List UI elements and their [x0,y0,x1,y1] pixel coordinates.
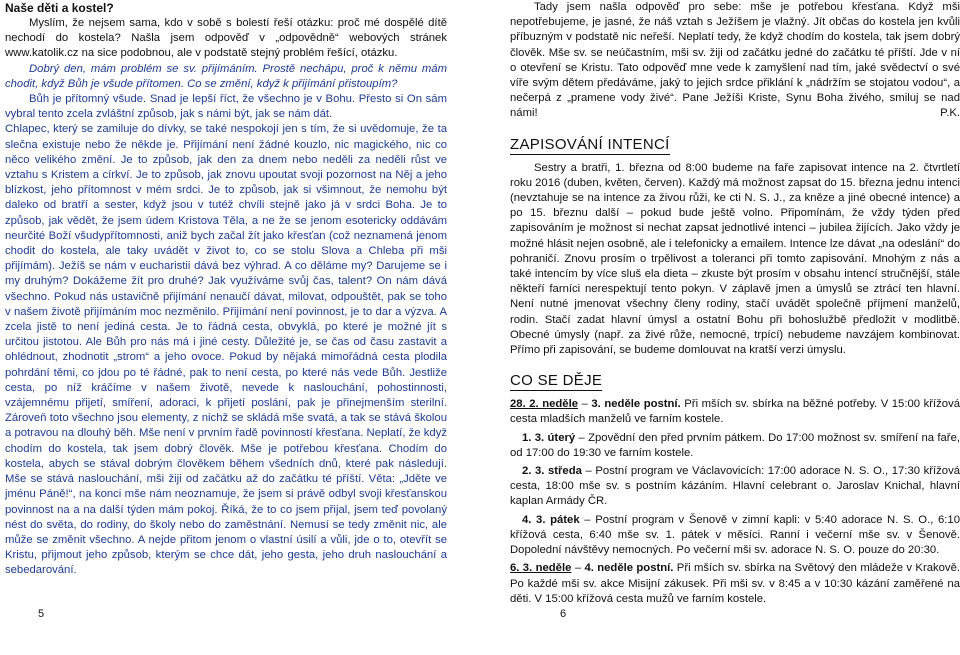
section-heading-intentions-wrap [510,136,960,155]
intentions-text: Sestry a bratři, 1. března od 8:00 budeme na faře zapisovat intence na 2. čtvrtletí roku 2016 (duben, květen, červen). Každý má možnost zapsat do 15. března jednu intenci (nevztahuje se na intence za živou růži, ke cti N. S. J., za kněze a jiné obecné intence) a po 15. březnu další – pokud bude ještě volno. Připomínám, že vždy týden před zapisováním je možnost si nechat zapsat jednotlivé intenci – jubilea žijících. Jako vždy je možné hlásit nejen osobně, ale i telefonicky a emailem. Intence lze dávat „na odeslání“ do pohraničí. Znovu prosím o trpělivost a toleranci při tomto zapisování. Mnohým z nás a také intencím by více sluš ela dieta – zkuste být prosím v obsahu intencí stručnější, stále někteří farníci nerespektují tento pokyn. V záplavě jmen a úmyslů se ztrácí ten hlavní. Není nutné jmenovat všechny členy rodiny, stačí uvádět společně příjmení manželů, rodin. Stačí zadat hlavní úmysl a ostatní Bohu při bohoslužbě předložit v modlitbě. Obecné úmysly (např. za živé růže, nemocné, trpící) nebudeme navzájem kombinovat. Přímo při zapisování, se budeme domlouvat na kratší verzi úmyslu. [510,161,960,357]
event-item: 2. 3. středa – Postní program ve Václavovicích: 17:00 adorace N. S. O., 17:30 křížová cesta, 18:00 mše sv. s postním kázáním. Hlavní celebrant o. Jaroslav Knichal, hlavní kaplan Armády ČR. [510,465,960,508]
section-heading-events-wrap [510,372,960,391]
event-item: 6. 3. neděle – 4. neděle postní. Při mších sv. sbírka na Světový den mládeže v Krakově. Po každé mši sv. akce Misijní zákusek. Při mši sv. v 8:45 a v 10:30 kázání zaměřené na děti. V 15:00 křížová cesta mužů ve farním kostele. [510,562,960,605]
event-item: 28. 2. neděle – 3. neděle postní. Při mších sv. sbírka na běžné potřeby. V 15:00 křížová cesta mladších manželů ve farním kostele. [510,398,960,426]
left-column [5,0,447,579]
section-heading-intentions: ZAPISOVÁNÍ INTENCÍ [510,135,670,153]
author-initials: P.K. [940,107,960,120]
right-column [510,0,960,610]
section-heading-events: CO SE DĚJE [510,372,603,390]
event-item: 4. 3. pátek – Postní program v Šenově v zimní kapli: v 5:40 adorace N. S. O., 6:10 křížová cesta, 6:40 mše sv. 1. pátek v měsíci. Ranní i večerní mše sv. v Šenově. Dopolední návštěvy nemocných. Po večerní mši sv. adorace N. S. O. pouze do 20:30. [510,513,960,557]
article-closing: Tady jsem našla odpověď pro sebe: mše je potřebou křesťana. Když mši nepotřebujeme, je jasné, že náš vztah s Ježíšem je vlažný. Jít občas do kostela jen kvůli příbuzným v podstatě nic neřeší. Neplatí tedy, že když chodím do kostela, tak jsem dobrý člověk. Mše sv. se neúčastním, mši sv. žiji od začátku jedné do začátku té příští. Jde v ní o otevření se Kristu. Tato odpověď mne vede k zamyšlení nad tím, jaké svědectví o své víře svým dětem předáváme, jaký to jejich srdce přiklání k „nádržím se stojatou vodou“, a nečerpá z „pramene vody živé“. Pane Ježíši Kriste, Synu Boha živého, smiluj se nad námi! P.K. [510,0,960,122]
page-number-left: 5 [38,608,45,620]
page-number-right: 6 [560,608,567,620]
answer-paragraph-2: Chlapec, který se zamiluje do dívky, se také nespokojí jen s tím, že si uvědomuje, že ta slečna existuje nebo že někde je. Přijímání není žádné kouzlo, nic magického, nic co něco velikého změní. Je to způsob, jak den za dnem nebo neděli za neděli růst ve vztahu s Kristem a církví. Je to způsob, jak znovu upoutat svoji pozornost na Něj a jeho blízkost, jeho přítomnost v mém srdci. Je to způsob, jak si všimnout, že nemohu být daleko od bratří a sester, když jsou v tutéž chvíli stejně jako já v srdci Boha. Je to způsob, jak vědět, že jsem údem Kristova Těla, a ne že se jenom esotericky oddávám neurčité Boží všudypřítomnosti, aniž bych začal žít jako křesťan (což neznamená jenom chodit do kostela, ale taky uvádět v život to, co se stolu Slova a Chleba při mši přijímám). Ježíš se nám v eucharistii dává bez výhrad. A co děláme my? Darujeme se i my druhým? Dokážeme žít pro druhé? Jak využíváme svůj čas, talent? On nám dává všechno. Pokud nás ustavičně přijímání nenaučí dávat, milovat, odpouštět, pak se toho v našem životě přijímáním moc nezměnilo. Přijímání není povinnost, je to dar a výzva. A zcela jistě to není jediná cesta. Je to řádná cesta, obvyklá, po které je možné jít s určitou jistotou. Ale Bůh pro nás má i jiné cesty. Důležité je, se čas od času zastavit a ohlédnout, zhodnotit „strom“ a jeho ovoce. Pokud by nějaká mimořádná cesta plodila pohrdání těmi, co jdou po té řádné, pak to není cesta, po které nás vede Bůh. Jestliže cesta, po níž kráčíme v našem životě, nevede k naslouchání, pohostinnosti, vzájemnému přijetí, smíření, adoraci, k přijetí poslání, pak je přinejmenším sterilní. Zároveň toto všechno jsou elementy, z nichž se skládá mše svatá, a tak se stává školou a potravou na dlouhý běh. Mše není v prvním řadě povinností křesťana. Neplatí, že když chodím do kostela, tak jsem dobrý člověk. Mše je potřebou křesťana. Chodím do kostela, abych se stával dobrým člověkem během všedních dnů, které pak následují. Mše se stává naslouchání, mši žiji od začátku až do začátku té příští. Věta: „Jděte ve jménu Páně!“, na konci mše nám neoznamuje, že jsem si právě odbyl svoji křesťanskou povinnost na a na další týden mám pokoj. Říká, že to co jsem přijal, jsem teď povolaný nést do světa, do rodiny, do školy nebo do zaměstnání. Nemusí se tedy změnit nic, ale může se změnit všechno. A nejde přitom jenom o vlastní úsilí a vůli, jde o to, otevřít se Kristu, přijmout jeho způsob, kterým se chce dát, jeho gesta, jeho druh naslouchání a sebedarování. [5,123,447,577]
answer-paragraph-1: Bůh je přítomný všude. Snad je lepší říct, že všechno je v Bohu. Přesto si On sám vybral tento zcela zvláštní způsob, jak s námi být, jak se nám dát. [5,93,447,121]
reader-question: Dobrý den, mám problém se sv. přijímáním. Prostě nechápu, proč k němu mám chodit, když Bůh je všude přítomen. Co se změní, když k přijímání přistoupím? [5,62,447,90]
event-item: 1. 3. úterý – Zpovědní den před prvním pátkem. Do 17:00 možnost sv. smíření na faře, od 17:00 do 19:30 ve farním kostele. [510,431,960,459]
events-list [510,397,960,607]
article-title: Naše děti a kostel? [5,1,114,15]
article-intro: Myslím, že nejsem sama, kdo v sobě s bolestí řeší otázku: proč mé dospělé dítě nechodí do kostela? Našla jsem odpověď v „odpovědně“ webových stránek www.katolik.cz na sice podobnou, ale v podstatě stejný problém řešící, otázku. [5,17,447,60]
